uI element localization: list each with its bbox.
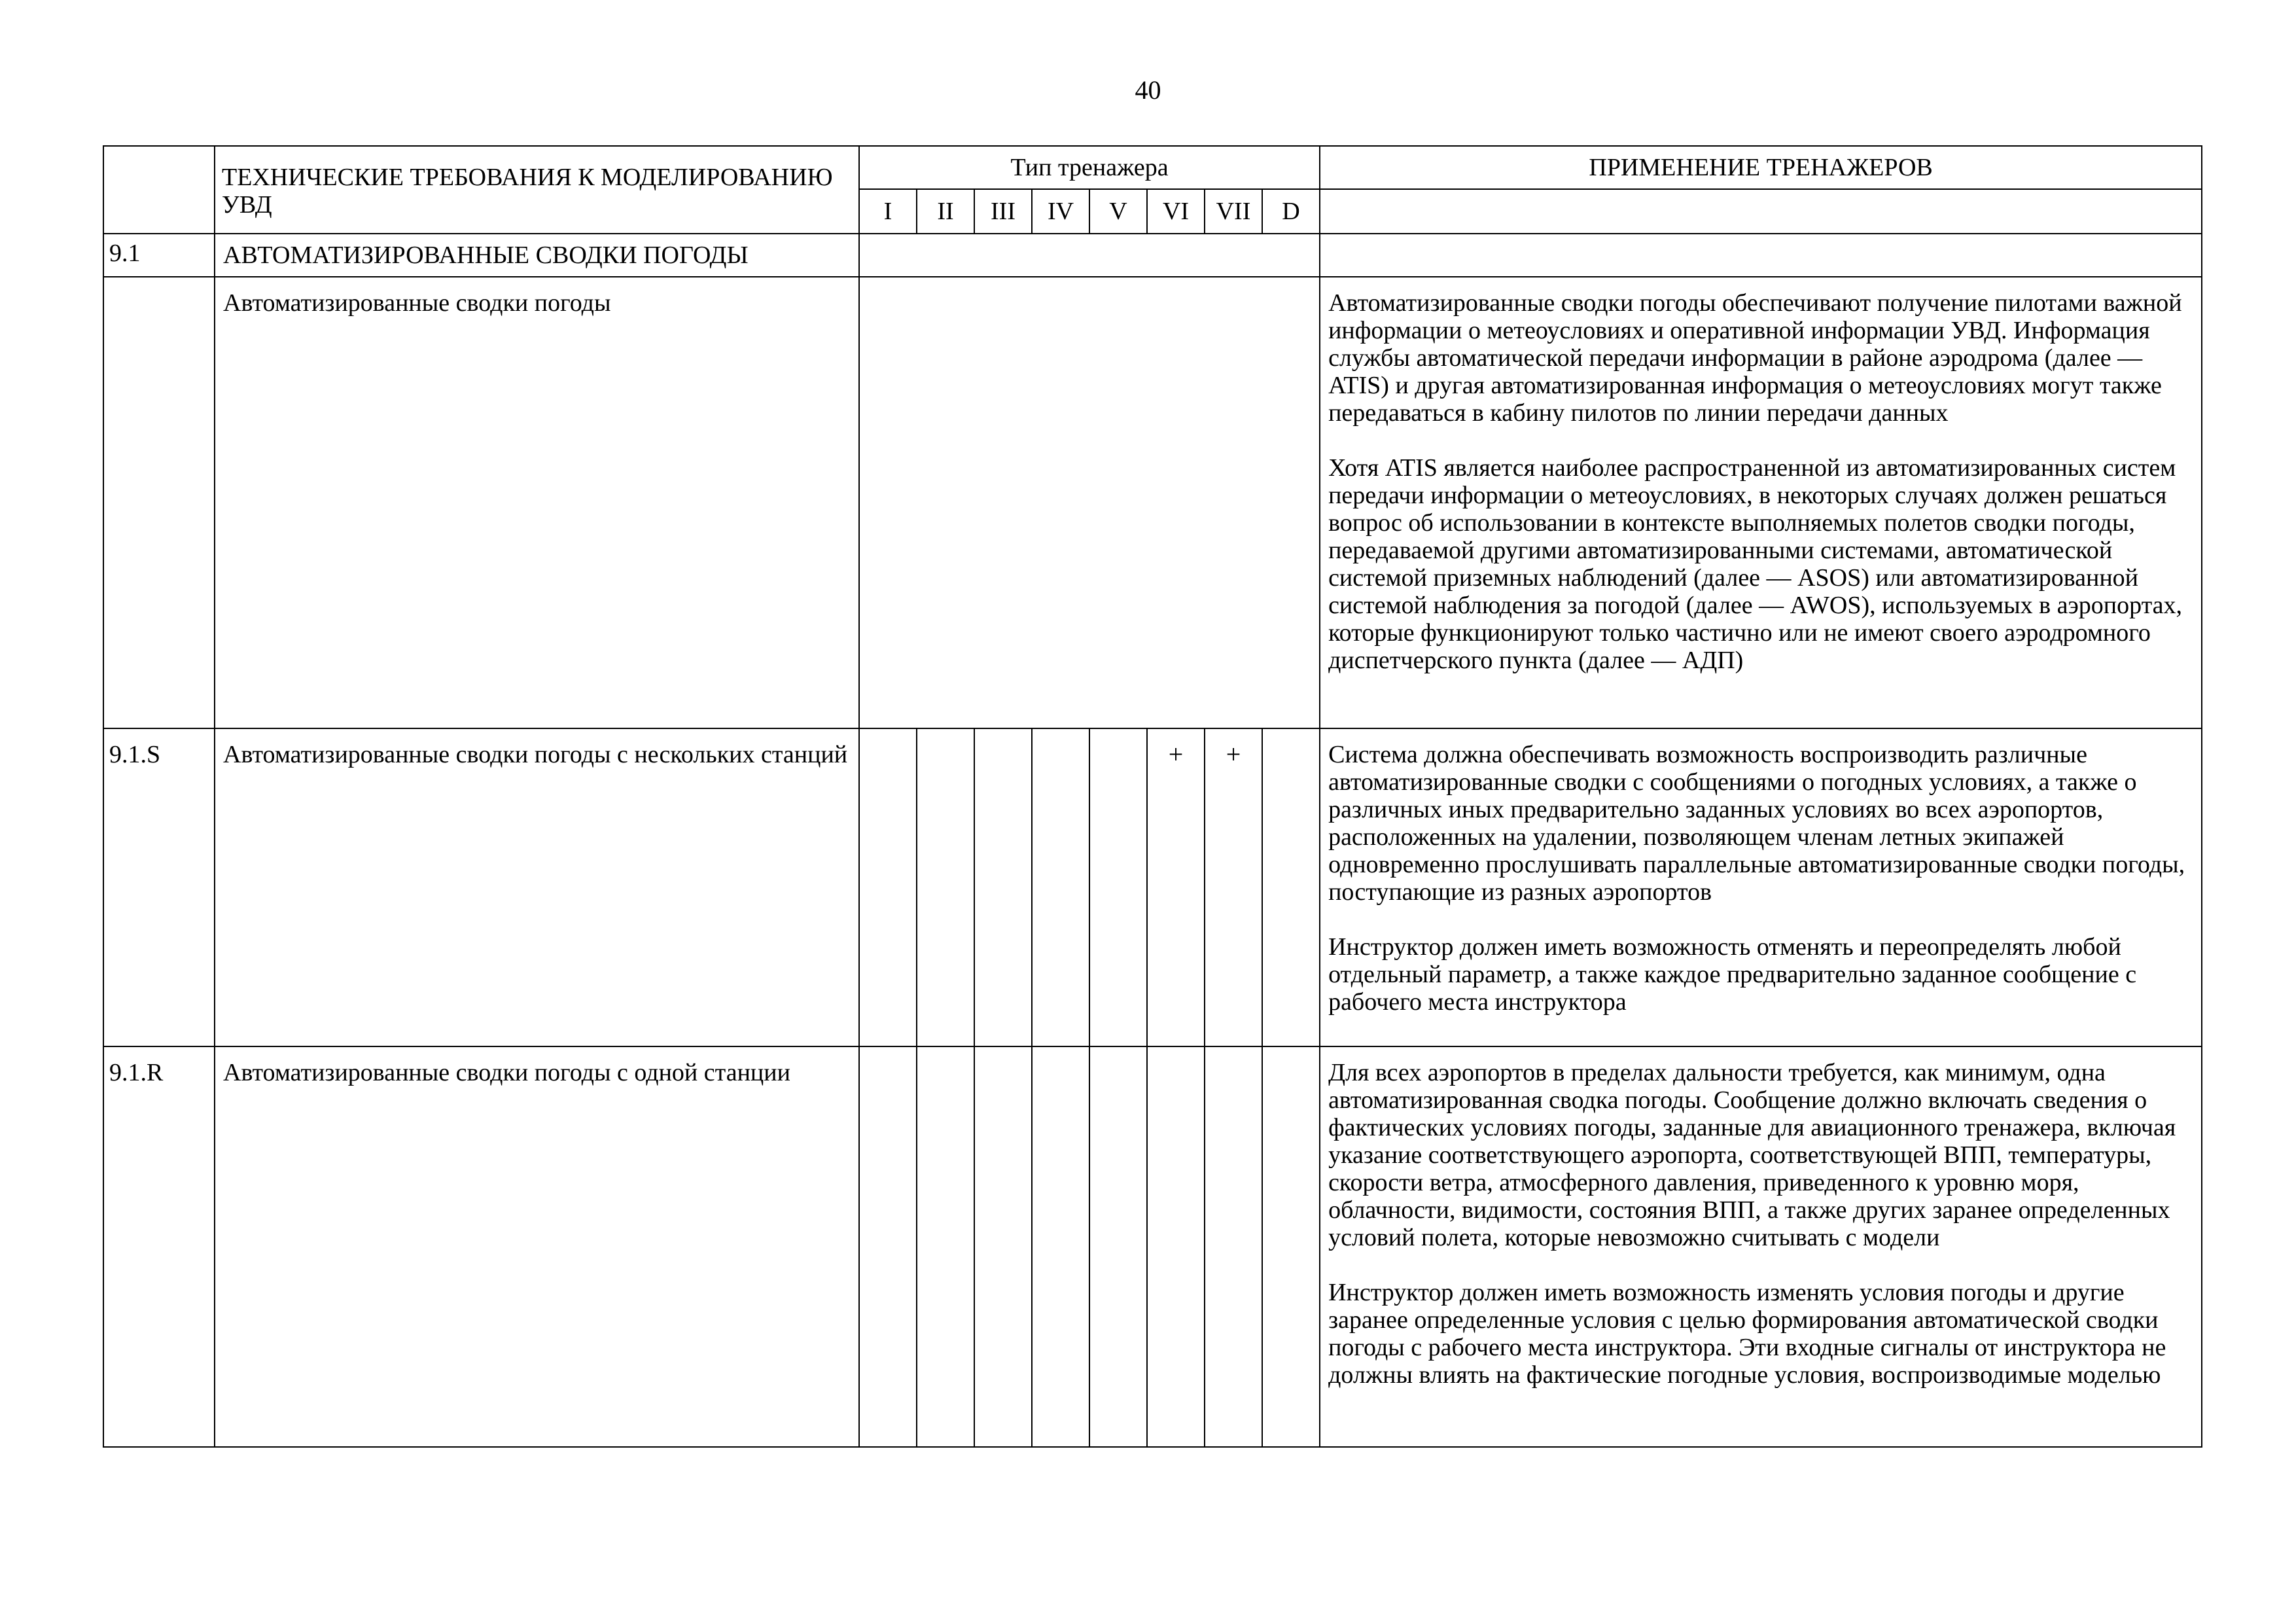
row-number: 9.1.S <box>103 728 215 1046</box>
row-mark-iii <box>974 1046 1032 1447</box>
trainer-type-vii: VII <box>1205 189 1262 234</box>
row-mark-ii <box>917 728 974 1046</box>
application-paragraph: Инструктор должен иметь возможность изменять условия погоды и другие заранее определенные условия с целью формирования автоматической сводки погоды с рабочего места инструктора. Эти входные сигналы от инструктора не должны влиять на фактические погодные условия, воспроизводимые моделью <box>1328 1279 2166 1389</box>
trainer-type-v: V <box>1089 189 1147 234</box>
page-number: 40 <box>1135 75 1161 105</box>
row-requirement: Автоматизированные сводки погоды с нескольких станций <box>215 728 859 1046</box>
table-row <box>103 728 2202 1046</box>
row-mark-d <box>1262 728 1320 1046</box>
row-requirement: Автоматизированные сводки погоды с одной станции <box>215 1046 859 1447</box>
row-mark-vii <box>1205 1046 1262 1447</box>
section-marks-blank <box>859 234 1320 277</box>
row-mark-v <box>1089 728 1147 1046</box>
row-requirement: Автоматизированные сводки погоды <box>215 277 859 728</box>
trainer-type-header: Тип тренажера <box>859 146 1320 189</box>
application-paragraph: Автоматизированные сводки погоды обеспечивают получение пилотами важной информации о метеоусловиях и оперативной информации УВД. Информация службы автоматической передачи информации в районе аэродрома (далее — ATIS) и другая автоматизированная информация о метеоусловиях могут также передаваться в кабину пилотов по линии передачи данных <box>1328 289 2182 427</box>
section-number: 9.1 <box>103 234 215 277</box>
row-application <box>1320 728 2202 1046</box>
row-marks-merged <box>859 277 1320 728</box>
application-paragraph: Система должна обеспечивать возможность воспроизводить различные автоматизированные сводки с сообщениями о погодных условиях, а также о различных иных предварительно заданных условиях во всех аэропортов, расположенных на удалении, позволяющем членам летных экипажей одновременно прослушивать параллельные автоматизированные сводки погоды, поступающие из разных аэропортов <box>1328 741 2185 906</box>
requirements-table <box>103 145 2202 1448</box>
trainer-type-iv: IV <box>1032 189 1089 234</box>
section-title: АВТОМАТИЗИРОВАННЫЕ СВОДКИ ПОГОДЫ <box>215 234 859 277</box>
table-row <box>103 1046 2202 1447</box>
trainer-type-d: D <box>1262 189 1320 234</box>
row-mark-vi <box>1147 1046 1205 1447</box>
application-header: ПРИМЕНЕНИЕ ТРЕНАЖЕРОВ <box>1320 146 2202 189</box>
row-mark-ii <box>917 1046 974 1447</box>
row-number: 9.1.R <box>103 1046 215 1447</box>
application-paragraph: Для всех аэропортов в пределах дальности требуется, как минимум, одна автоматизированная сводка погоды. Сообщение должно включать сведения о фактических условиях погоды, заданные для авиационного тренажера, включая указание соответствующего аэропорта, соответствующей ВПП, температуры, скорости ветра, атмосферного давления, приведенного к уровню моря, облачности, видимости, состояния ВПП, а также других заранее определенных условий полета, которые невозможно считывать с модели <box>1328 1059 2176 1251</box>
application-header-blank <box>1320 189 2202 234</box>
row-mark-vii: + <box>1205 728 1262 1046</box>
row-mark-iv <box>1032 1046 1089 1447</box>
row-mark-iii <box>974 728 1032 1046</box>
row-mark-v <box>1089 1046 1147 1447</box>
trainer-type-i: I <box>859 189 917 234</box>
application-paragraph: Инструктор должен иметь возможность отменять и переопределять любой отдельный параметр, а также каждое предварительно заданное сообщение с рабочего места инструктора <box>1328 933 2137 1016</box>
trainer-type-ii: II <box>917 189 974 234</box>
row-mark-i <box>859 1046 917 1447</box>
row-mark-i <box>859 728 917 1046</box>
application-paragraph: Хотя ATIS является наиболее распространенной из автоматизированных систем передачи информации о метеоусловиях, в некоторых случаях должен решаться вопрос об использовании в контексте выполняемых полетов сводки погоды, передаваемой другими автоматизированными системами, автоматической системой приземных наблюдений (далее — ASOS) или автоматизированной системой наблюдения за погодой (далее — AWOS), используемых в аэропортах, которые функционируют только частично или не имеют своего аэродромного диспетчерского пункта (далее — АДП) <box>1328 454 2183 674</box>
header-number-cell <box>103 146 215 234</box>
section-row <box>103 234 2202 277</box>
row-mark-d <box>1262 1046 1320 1447</box>
row-application <box>1320 277 2202 728</box>
trainer-type-vi: VI <box>1147 189 1205 234</box>
requirements-header: ТЕХНИЧЕСКИЕ ТРЕБОВАНИЯ К МОДЕЛИРОВАНИЮ УВД <box>215 146 859 234</box>
row-application <box>1320 1046 2202 1447</box>
row-mark-vi: + <box>1147 728 1205 1046</box>
row-mark-iv <box>1032 728 1089 1046</box>
trainer-type-iii: III <box>974 189 1032 234</box>
section-application-blank <box>1320 234 2202 277</box>
header-row <box>103 146 2202 189</box>
row-number <box>103 277 215 728</box>
table-row <box>103 277 2202 728</box>
